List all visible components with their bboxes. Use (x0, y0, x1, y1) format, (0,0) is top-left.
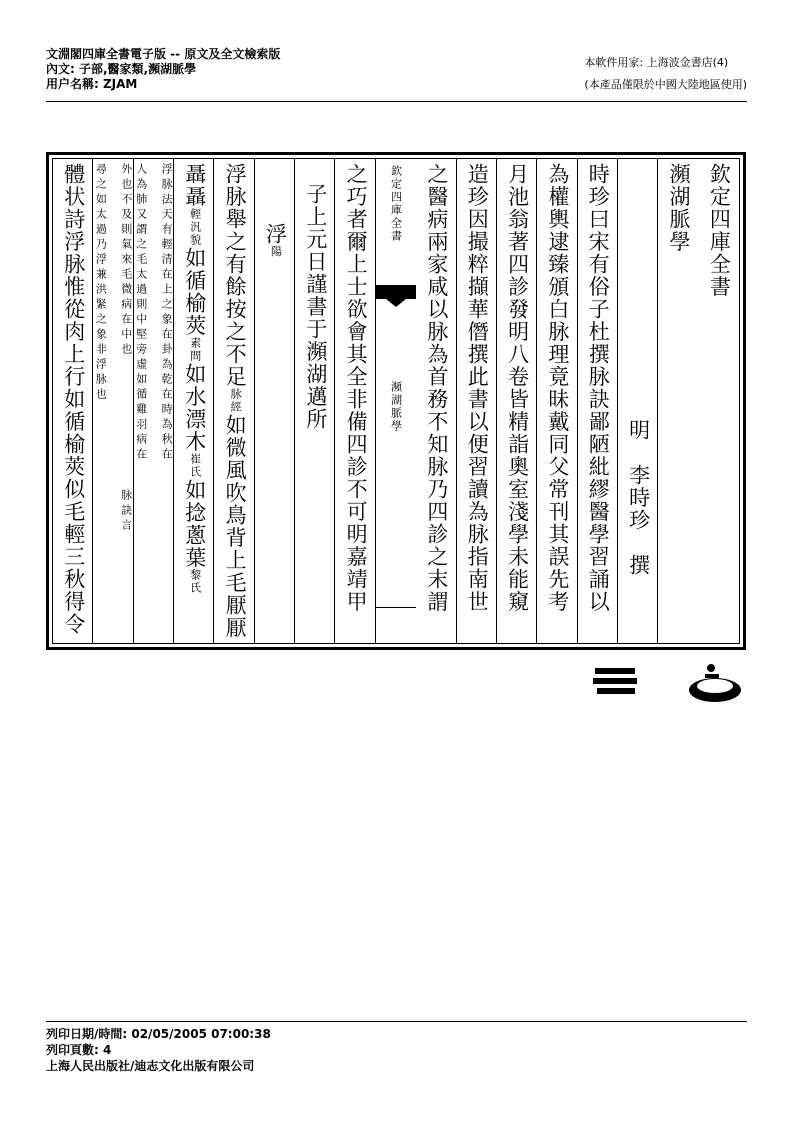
column-text (63, 163, 84, 636)
text-column (617, 159, 658, 643)
column-text (586, 163, 611, 613)
text-column (496, 159, 537, 643)
main-text: 瀕湖脈學 (666, 163, 691, 253)
main-text: 如微風吹鳥背上毛厭厭 (223, 414, 248, 639)
main-text: 體状詩浮脉惟從肉上行如循榆莢似毛輕三秋得令 (61, 163, 86, 636)
main-text: 如捻蔥葉 (182, 479, 207, 569)
header-edition: 文淵閣四庫全書電子版 -- 原文及全文檢索版 (46, 47, 281, 61)
annotation-text: 脉經 (229, 388, 243, 414)
annotation-text: 黎氏 (188, 569, 202, 595)
center-book-title: 瀕湖脈學 (389, 381, 403, 433)
main-text: 如水漂木 (182, 363, 207, 453)
main-text: 子上元日謹書于瀕湖邁所 (303, 183, 328, 431)
annotation-line: 外也不及則氣來毛微病在中也 (119, 163, 133, 358)
main-text: 如循榆莢 (182, 247, 207, 337)
main-text: 欽定四庫全書 (707, 163, 732, 298)
text-column (213, 159, 254, 643)
main-text: 月池翁著四診發明八卷皆精詣奧室淺學未能窺 (505, 163, 530, 613)
footer-page-count: 列印頁數: 4 (46, 1043, 112, 1057)
header-divider (46, 101, 747, 102)
footer-divider (46, 1021, 747, 1022)
main-text: 之醫病兩家咸以脉為首務不知脉乃四診之末謂 (424, 163, 449, 613)
page-frame (46, 152, 746, 650)
column-text (707, 163, 732, 298)
main-text: 造珍因撮粹擷華僭撰此書以便習讀為脉指南世 (465, 163, 490, 613)
annotation-line (95, 163, 106, 403)
main-text: 浮脉舉之有餘按之不足 (223, 163, 248, 388)
footer (46, 1026, 271, 1074)
main-text: 明 李時珍 撰 (626, 419, 651, 577)
text-column (53, 159, 93, 643)
main-text: 為權輿逮臻頒白脉理竟昧戴同父常刊其誤先考 (545, 163, 570, 613)
header-region-note: (本產品僅限於中國大陸地區使用) (584, 78, 747, 91)
footer-publisher: 上海人民出版社/迪志文化出版有限公司 (46, 1059, 255, 1073)
text-column (254, 159, 295, 643)
main-text: 聶聶 (182, 163, 207, 208)
header-left (46, 47, 280, 92)
column-text (344, 163, 369, 613)
fish-tail-mark (376, 285, 416, 299)
logo-seal-icon (685, 662, 747, 708)
main-text: 時珍曰宋有俗子杜撰脉訣鄙陋紕繆醫學習誦以 (586, 163, 611, 613)
column-text (628, 419, 649, 577)
column-text (263, 223, 288, 258)
annotation-line: 脉訣言 (119, 489, 133, 534)
column-text (465, 163, 490, 613)
header-licensee: 本軟件用家: 上海波金書店(4) (584, 56, 729, 69)
text-column (456, 159, 497, 643)
column-text (547, 163, 568, 613)
header-username: 用户名稱: ZJAM (46, 77, 138, 91)
column-text (426, 163, 447, 613)
header-content-path: 內文: 子部,醫家類,瀕湖脈學 (46, 62, 197, 76)
text-column (577, 159, 618, 643)
text-column (375, 159, 416, 643)
text-column (536, 159, 577, 643)
text-column (415, 159, 456, 643)
center-title: 欽定四庫全書 (389, 165, 403, 243)
text-column (173, 159, 214, 643)
header-right (584, 52, 747, 96)
column-text (184, 163, 205, 595)
annotation-text: 崔氏 (188, 453, 202, 479)
column-text (305, 183, 326, 431)
text-column (334, 159, 375, 643)
page-frame-inner (52, 158, 740, 644)
text-column (92, 159, 133, 643)
logo-bars-icon (593, 662, 639, 702)
footer-print-time: 列印日期/時間: 02/05/2005 07:00:38 (46, 1027, 271, 1041)
center-rule (376, 607, 416, 608)
annotation-text: 陽 (269, 245, 283, 258)
annotation-text: 尋之如太過乃浮兼洪緊之象非浮脉也 (94, 163, 108, 403)
column-text (223, 163, 248, 639)
column-text (668, 163, 689, 253)
annotation-text: 輕汎貌 (188, 208, 202, 247)
text-column (133, 159, 174, 643)
text-column (294, 159, 335, 643)
annotation-text: 素問 (188, 337, 202, 363)
annotation-line (136, 163, 147, 463)
main-text: 之巧者爾上士欲會其全非備四診不可明嘉靖甲 (344, 163, 369, 613)
column-text (507, 163, 528, 613)
text-column (699, 159, 739, 643)
annotation-line: 浮脉法天有輕清在上之象在卦為乾在時為秋在 (160, 163, 174, 463)
text-column (657, 159, 698, 643)
heading-text: 浮 (263, 223, 288, 246)
annotation-text: 人為肺又謂之毛太過則中堅旁虛如循雞羽病在 (134, 163, 148, 463)
